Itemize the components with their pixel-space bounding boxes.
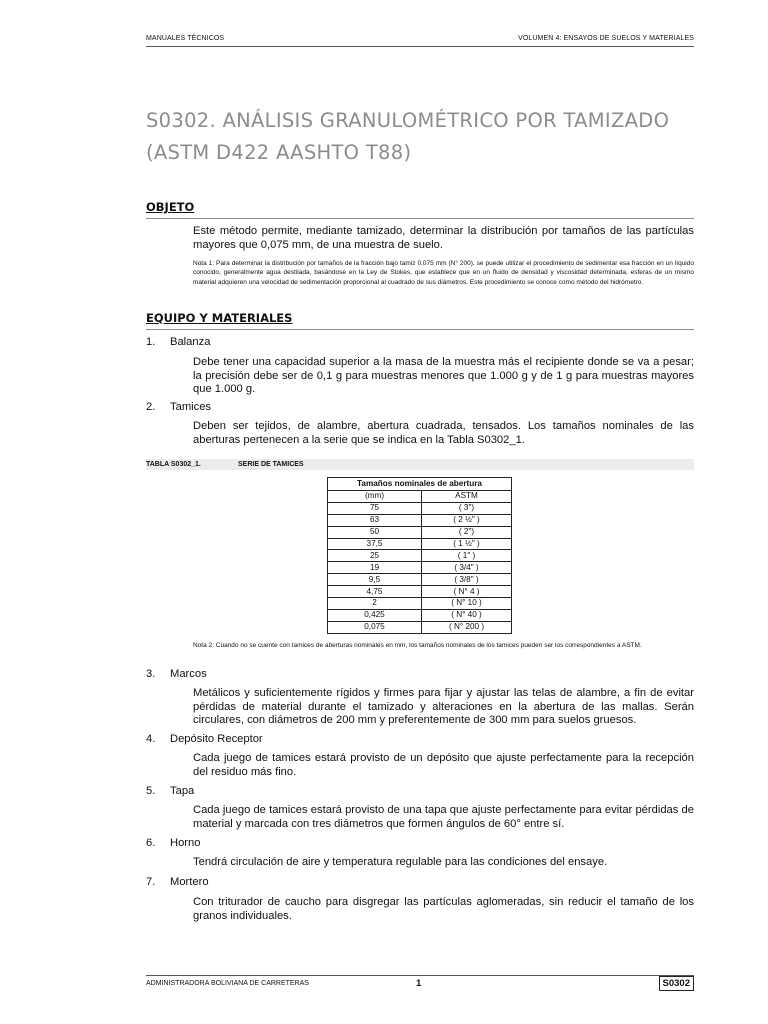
cell-mm: 2 xyxy=(328,598,422,610)
table-caption xyxy=(146,459,694,470)
section-heading-text: OBJETO xyxy=(146,200,195,214)
table-row xyxy=(328,609,512,621)
cell-astm: ( N° 200 ) xyxy=(422,621,512,633)
list-item-label xyxy=(146,733,263,745)
cell-mm: 75 xyxy=(328,502,422,514)
cell-astm: ( N° 10 ) xyxy=(422,598,512,610)
table-header: Tamaños nominales de abertura xyxy=(328,478,512,491)
document-title: S0302. ANÁLISIS GRANULOMÉTRICO POR TAMIZADO (ASTM D422 AASHTO T88) xyxy=(146,109,670,164)
table-row xyxy=(328,550,512,562)
item-label: Depósito Receptor xyxy=(170,733,263,745)
header-divider xyxy=(146,46,694,47)
cell-mm: 19 xyxy=(328,562,422,574)
list-item-text: Con triturador de caucho para disgregar las partículas aglomeradas, sin reducir el tamaño de los granos individuales. xyxy=(193,896,694,922)
column-header-astm: ASTM xyxy=(422,491,512,503)
table-row xyxy=(328,514,512,526)
cell-mm: 50 xyxy=(328,526,422,538)
cell-mm: 63 xyxy=(328,514,422,526)
table-row xyxy=(328,586,512,598)
table-row xyxy=(328,562,512,574)
table-body xyxy=(328,502,512,633)
table-row xyxy=(328,621,512,633)
cell-mm: 37,5 xyxy=(328,538,422,550)
section-heading-text: EQUIPO Y MATERIALES xyxy=(146,311,293,325)
item-label: Tamices xyxy=(170,401,212,413)
cell-mm: 0,425 xyxy=(328,609,422,621)
item-number: 4. xyxy=(146,733,156,745)
cell-astm: ( 2 ½" ) xyxy=(422,514,512,526)
cell-astm: ( 3/8" ) xyxy=(422,574,512,586)
list-item-text: Tendrá circulación de aire y temperatura regulable para las condiciones del ensaye. xyxy=(193,856,608,868)
table-row xyxy=(328,574,512,586)
cell-mm: 25 xyxy=(328,550,422,562)
list-item-text: Cada juego de tamices estará provisto de una tapa que ajuste perfectamente para evitar pérdidas de material y marcada con tres diámetros que formen ángulos de 60° entre sí. xyxy=(193,804,694,830)
item-number: 7. xyxy=(146,876,156,888)
list-item-label xyxy=(146,876,209,888)
item-number: 3. xyxy=(146,668,156,680)
note-1: Nota 1: Para determinar la distribución por tamaños de la fracción bajo tamiz 0,075 mm (N° 200), se puede utilizar el procedimiento de sedimentar esa fracción en un líquido conocido, generalmente agua destilada, basándose en la Ley de Stokes, que establece que en un fluido de densidad y viscosidad determinada, esferas de un mismo material adquieren una velocidad de sedimentación proporcional al cuadrado de sus diámetros. Este procedimiento se conoce como método del hidrómetro. xyxy=(193,260,694,286)
item-label: Tapa xyxy=(170,785,195,797)
column-header-mm: (mm) xyxy=(328,491,422,503)
header-left: MANUALES TÉCNICOS xyxy=(146,35,225,42)
footer-divider xyxy=(146,975,694,976)
cell-astm: ( N° 40 ) xyxy=(422,609,512,621)
item-number: 1. xyxy=(146,336,156,348)
list-item-text: Deben ser tejidos, de alambre, abertura cuadrada, tensados. Los tamaños nominales de las aberturas pertenecen a la serie que se indica en la Tabla S0302_1. xyxy=(193,420,694,446)
cell-mm: 0,075 xyxy=(328,621,422,633)
cell-astm: ( 3") xyxy=(422,502,512,514)
cell-astm: ( 2") xyxy=(422,526,512,538)
item-number: 5. xyxy=(146,785,156,797)
objeto-paragraph: Este método permite, mediante tamizado, determinar la distribución por tamaños de las partículas mayores que 0,075 mm, de una muestra de suelo. xyxy=(193,225,694,251)
table-caption-title: SERIE DE TAMICES xyxy=(238,461,304,468)
section-heading-equipo xyxy=(146,311,694,330)
table-row xyxy=(328,598,512,610)
footer-code-badge: S0302 xyxy=(659,976,694,991)
table-row xyxy=(328,538,512,550)
list-item-text: Cada juego de tamices estará provisto de un depósito que ajuste perfectamente para la recepción del residuo más fino. xyxy=(193,752,694,778)
list-item-label xyxy=(146,401,211,413)
item-number: 6. xyxy=(146,837,156,849)
item-label: Marcos xyxy=(170,668,207,680)
table-row xyxy=(328,502,512,514)
section-heading-objeto xyxy=(146,200,694,219)
header-right: VOLUMEN 4: ENSAYOS DE SUELOS Y MATERIALES xyxy=(518,35,694,42)
cell-mm: 4,75 xyxy=(328,586,422,598)
list-item-label xyxy=(146,837,200,849)
item-label: Balanza xyxy=(170,336,211,348)
sieve-table xyxy=(327,477,512,634)
cell-astm: ( 3/4" ) xyxy=(422,562,512,574)
page-number: 1 xyxy=(416,978,422,989)
table-row xyxy=(328,526,512,538)
list-item-text: Debe tener una capacidad superior a la masa de la muestra más el recipiente donde se va a pesar; la precisión debe ser de 0,1 g para muestras menores que 1.000 g y de 1 g para muestras mayores que 1.000 g. xyxy=(193,356,694,395)
page-footer xyxy=(146,978,694,992)
list-item-text: Metálicos y suficientemente rígidos y firmes para fijar y ajustar las telas de alambre, a fin de evitar pérdidas de material durante el tamizado y alteraciones en la abertura de las mallas. Serán circulares, con diámetros de 200 mm y preferentemente de 300 mm para suelos gruesos. xyxy=(193,687,694,726)
cell-astm: ( 1" ) xyxy=(422,550,512,562)
item-label: Mortero xyxy=(170,876,209,888)
note-2: Nota 2: Cuando no se cuente con tamices de aberturas nominales en mm, los tamaños nominales de los tamices pueden ser los correspondientes a ASTM. xyxy=(193,642,642,649)
list-item-label xyxy=(146,336,210,348)
footer-org: ADMINISTRADORA BOLIVIANA DE CARRETERAS xyxy=(146,980,309,987)
item-number: 2. xyxy=(146,401,156,413)
cell-astm: ( N° 4 ) xyxy=(422,586,512,598)
cell-mm: 9,5 xyxy=(328,574,422,586)
list-item-label xyxy=(146,785,194,797)
item-label: Horno xyxy=(170,837,201,849)
list-item-label xyxy=(146,668,207,680)
table-caption-id: TABLA S0302_1. xyxy=(146,461,201,468)
cell-astm: ( 1 ½" ) xyxy=(422,538,512,550)
